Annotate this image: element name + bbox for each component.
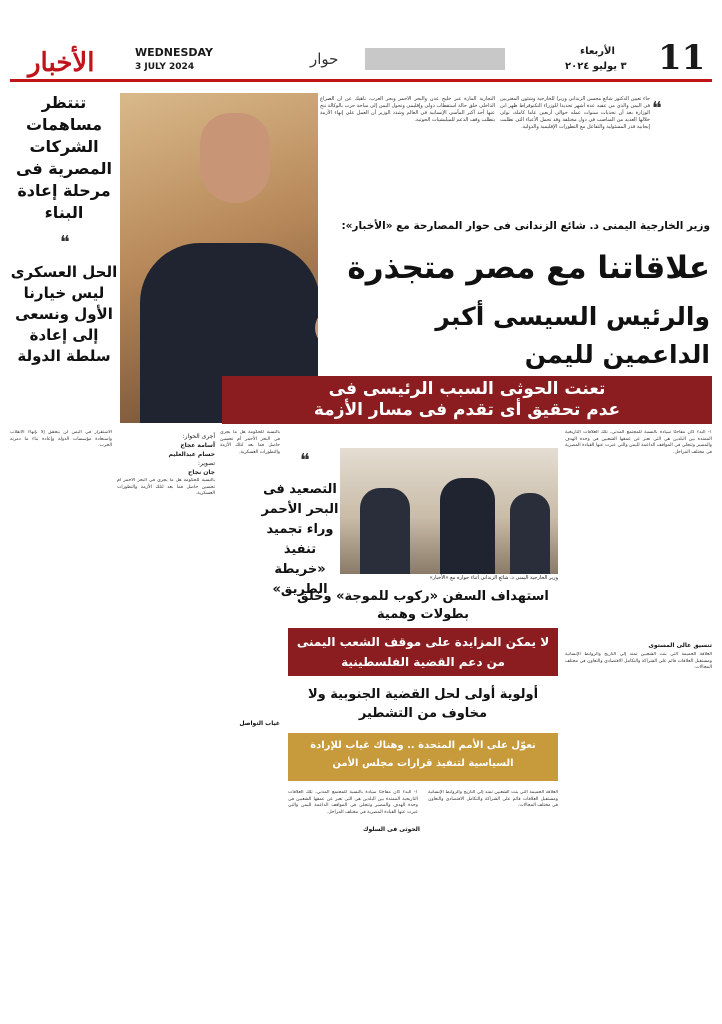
ships-headline: استهداف السفن «ركوب للموجة» وخلق بطولات وهمية xyxy=(297,589,549,622)
column-center-2: العلاقة الحميمة التى بنت الشعبين تمتد إلى التاريخ والروابط الإنسانية ومستقبل العلاقات قائم على الشراكة والتكامل الاقتصادى والتعاون فى مختلف المجالات. xyxy=(428,790,558,809)
intro-text: جاء تعيين الدكتور شائع محسن الزندانى وزيرا للخارجية وشئون المغتربين فى اليمن والذى من عقبه عدة أشهر تحديدا للوزراء التكنوقراط ظهر ابن الوزارة بعد أن تحديات سنوات عمله حوالى أربعين عاما كاملة، تولى خلالها العديد من المناصب فى دول مختلفة وقد تحمل الأعباء التى تطلبت إيجابية قدر المسئولية والتفاعل مع التطورات الإقليمية والدولية. xyxy=(500,96,650,130)
masthead xyxy=(10,38,712,82)
newspaper-logo: الأخبار xyxy=(28,48,95,78)
minister-photo xyxy=(120,93,318,423)
date-arabic: ٣ يوليو ٢٠٢٤ xyxy=(565,61,627,72)
column-left-1: الاستقرار فى اليمن لن يتحقق إلا بإنهاء الانقلاب واستعادة مؤسسات الدولة وإعادة بناء ما دمرته الحرب. xyxy=(10,430,112,449)
byline-label: أجرى الحوار: xyxy=(182,433,215,440)
byline-photo-name: جان نجاح xyxy=(188,469,215,476)
byline-photo-label: تصوير: xyxy=(198,460,215,467)
masthead-gray-box xyxy=(365,48,505,70)
photo-caption: وزير الخارجية اليمنى د. شائع الزندانى أثناء حواره مع «الأخبار» xyxy=(429,575,558,581)
day-arabic: الأربعاء xyxy=(580,46,615,57)
day-english: WEDNESDAY xyxy=(135,46,213,59)
sub-heading-3: غياب التواصل xyxy=(239,720,280,727)
byline xyxy=(117,432,215,477)
headline-2: والرئيس السيسى أكبر الداعمين لليمن xyxy=(435,302,710,369)
southern-issue-headline: أولوية أولى لحل القضية الجنوبية ولا مخاوف من التشطير xyxy=(307,687,539,721)
speech-bubble-icon-2: ❝ xyxy=(60,232,70,253)
column-left-2: بالنسبة للحكومة هل ما يجرى فى البحر الأحمر أم تحسين حاصل فما بعد لتلك الأزمة والتطورات العسكرية. xyxy=(117,478,215,497)
kicker: وزير الخارجية اليمنى د. شائع الزندانى فى حوار المصارحة مع «الأخبار»: xyxy=(341,220,710,232)
column-right-1: ١- البدء كان مفاجئا سيادة بالنسبة للمجتمع المدنى، تلك العلاقات التاريخية الممتدة بين البلدين هى التى تعبر عن عمقها الشعبين فى وحدة الهدف والمصير وتتجلى فى المواقف الداعمة لليمن والتى عبرت عنها القيادة المصرية فى مختلف المراحل. xyxy=(565,430,712,455)
banner-line-1: تعنت الحوثى السبب الرئيسى فى xyxy=(328,379,606,399)
pull-quote-2: الحل العسكرى ليس خيارنا الأول ونسعى إلى إعادة سلطة الدولة xyxy=(10,263,118,365)
column-right-2: العلاقة الحميمة التى بنت الشعبين تمتد إلى التاريخ والروابط الإنسانية ومستقبل العلاقات قائم على الشراكة والتكامل الاقتصادى والتعاون فى مختلف المجالات. xyxy=(565,652,712,671)
banner-line-2: عدم تحقيق أى تقدم فى مسار الأزمة xyxy=(313,400,621,420)
speech-bubble-icon: ❝ xyxy=(652,98,662,119)
column-middle: بالنسبة للحكومة هل ما يجرى فى البحر الأحمر أم تحسين حاصل فما بعد لتلك الأزمة والتطورات العسكرية. xyxy=(220,430,280,455)
gold-box-un: نعوّل على الأمم المتحدة .. وهناك غياب للإرادة السياسية لتنفيذ قرارات مجلس الأمن xyxy=(288,733,558,781)
meeting-photo xyxy=(340,448,558,574)
escalation-headline: التصعيد فى البحر الأحمر وراء تجميد تنفيذ «خريطة الطريق» xyxy=(261,482,339,597)
photo-figure-head xyxy=(200,113,270,203)
section-name: حوار xyxy=(310,50,339,68)
meeting-person-2 xyxy=(440,478,495,574)
byline-name-2: حسام عبدالعليم xyxy=(168,451,215,458)
page-number: 11 xyxy=(658,38,706,78)
headline-1: علاقاتنا مع مصر متجذرة xyxy=(347,250,710,286)
byline-name: أسامة عجاج xyxy=(180,442,215,449)
intro-text-2: التجارية المارة عبر خليج عدن والبحر الأحمر وبحر العرب، ناهيك عن أن الصراع الداخلى خلق حالة استقطاب دولى وإقليمى وتحول اليمن إلى ساحة حرب بالوكالة نتج عنها أحد أكبر المآسى الإنسانية فى العالم وشدد الوزير أن العمل على إنهاء الأزمة يتطلب وقف الدعم للميليشيات الحوثية. xyxy=(320,96,495,123)
meeting-person-1 xyxy=(360,488,410,574)
pull-quote-1: تنتظر مساهمات الشركات المصرية فى مرحلة إعادة البناء xyxy=(16,93,112,222)
headline-banner xyxy=(222,376,712,424)
date-english: 3 JULY 2024 xyxy=(135,62,195,72)
sub-heading-2: الحوثى فى السلوك xyxy=(362,826,420,833)
speech-bubble-icon-3: ❝ xyxy=(300,450,310,471)
red-box-palestine: لا يمكن المزايدة على موقف الشعب اليمنى من دعم القضية الفلسطينية xyxy=(288,628,558,676)
column-center-1: ١- البدء كان مفاجئا سيادة بالنسبة للمجتمع المدنى، تلك العلاقات التاريخية الممتدة بين البلدين هى التى تعبر عن عمقها الشعبين فى وحدة الهدف والمصير وتتجلى فى المواقف الداعمة لليمن والتى عبرت عنها القيادة المصرية فى مختلف المراحل. xyxy=(288,790,418,815)
meeting-person-3 xyxy=(510,493,550,574)
sub-heading-1: تنسيق عالى المستوى xyxy=(648,642,712,649)
